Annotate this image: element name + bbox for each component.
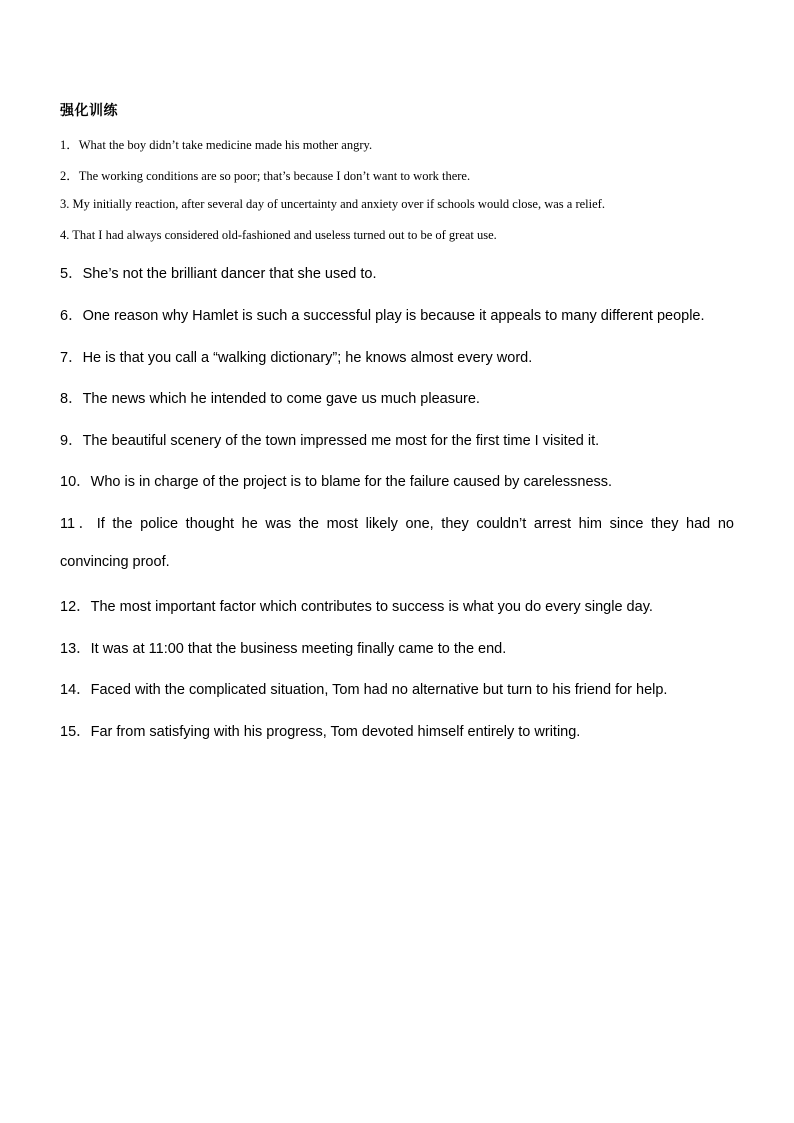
exercise-item-9: 9．The beautiful scenery of the town impressed me most for the first time I visited it. <box>60 433 600 449</box>
exercise-item-6: 6．One reason why Hamlet is such a successful play is because it appeals to many different people. <box>60 308 705 324</box>
exercise-item-12: 12．The most important factor which contributes to success is what you do every single day. <box>60 599 653 615</box>
exercise-item-10: 10．Who is in charge of the project is to blame for the failure caused by carelessness. <box>60 474 613 490</box>
exercise-item-1: 1．What the boy didn’t take medicine made his mother angry. <box>60 138 373 152</box>
exercise-item-4: 4. That I had always considered old-fashioned and useless turned out to be of great use. <box>60 228 497 242</box>
exercise-item-11-continuation: convincing proof. <box>60 554 170 570</box>
exercise-item-3: 3. My initially reaction, after several day of uncertainty and anxiety over if schools would close, was a relief. <box>60 197 605 211</box>
exercise-item-5: 5．She’s not the brilliant dancer that she used to. <box>60 266 377 282</box>
exercise-item-11: 11．If the police thought he was the most likely one, they couldn’t arrest him since they had no <box>60 516 734 532</box>
exercise-item-13: 13．It was at 11:00 that the business meeting finally came to the end. <box>60 641 507 657</box>
exercise-item-15: 15．Far from satisfying with his progress, Tom devoted himself entirely to writing. <box>60 724 581 740</box>
exercise-item-7: 7．He is that you call a “walking dictionary”; he knows almost every word. <box>60 350 533 366</box>
section-title: 强化训练 <box>60 103 118 119</box>
exercise-item-14: 14．Faced with the complicated situation, Tom had no alternative but turn to his friend for help. <box>60 682 668 698</box>
exercise-item-2: 2．The working conditions are so poor; that’s because I don’t want to work there. <box>60 169 471 183</box>
exercise-item-8: 8．The news which he intended to come gave us much pleasure. <box>60 391 480 407</box>
